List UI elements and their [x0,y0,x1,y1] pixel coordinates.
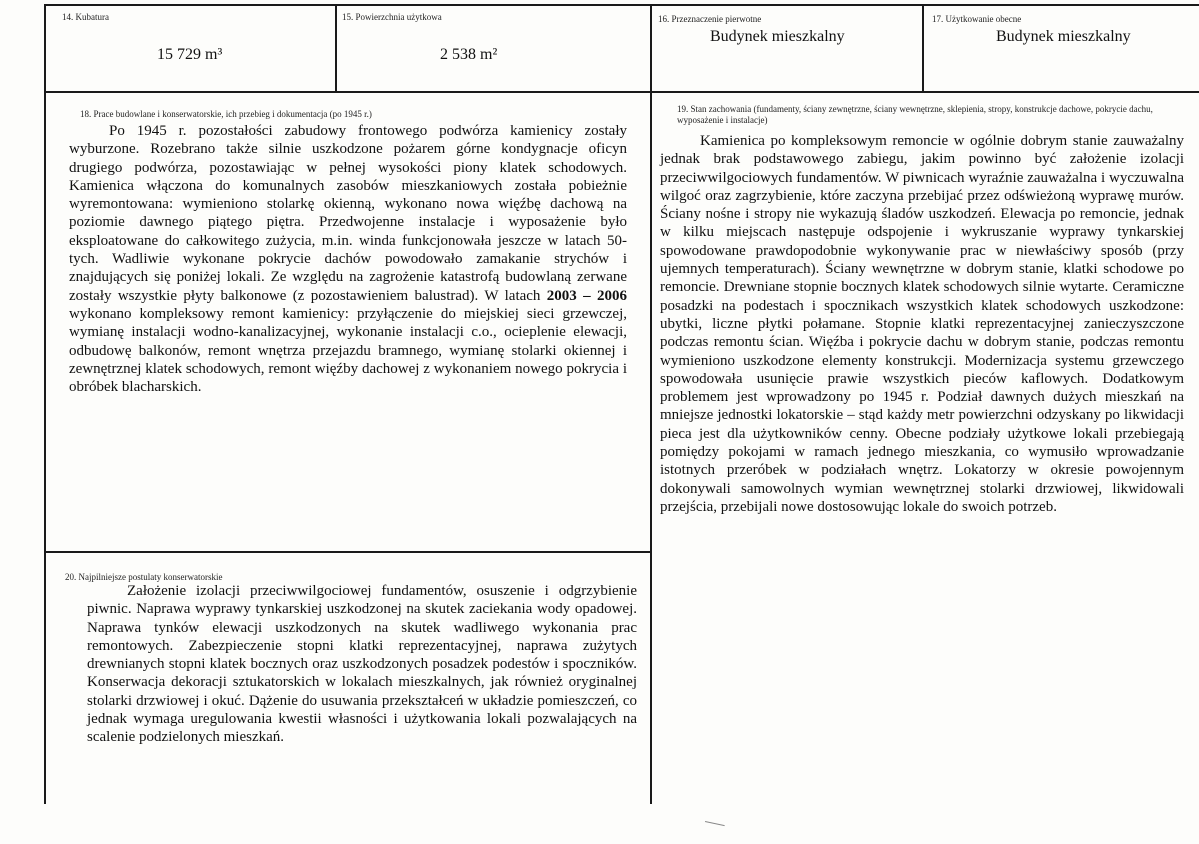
divider-15-16 [650,4,652,804]
field-17-value: Budynek mieszkalny [996,28,1131,45]
section-19-label: 19. Stan zachowania (fundamenty, ściany zewnętrzne, ściany wewnętrzne, sklepienia, stropy, konstrukcje dachowe, pokrycie dachu, wyposażenie i instalacje) [677,104,1153,125]
section-18-years: 2003 – 2006 [546,287,628,304]
top-border [44,4,1199,6]
section-20-label: 20. Najpilniejsze postulaty konserwatorskie [65,572,223,582]
section-20-text-body: Założenie izolacji przeciwwilgociowej fundamentów, osuszenie i odgrzybienie piwnic. Naprawa wyprawy tynkarskiej uszkodzonej na skutek zaciekania wody opadowej. Naprawa tynków elewacji uszkodzonych na skutek wadliwego wykonania prac remontowych. Zabezpieczenie stopni klatki reprezentacyjnej, naprawa zużytych drewnianych stopni klatek bocznych oraz uszkodzonych posadzek podestów i spoczników. Konserwacja dekoracji sztukatorskich w lokalach mieszkalnych, jak również oryginalnej stolarki drzwiowej i okuć. Dążenie do usuwania przekształceń w układzie pomieszczeń, co jednak wymaga uregulowania kwestii własności i użytkowania lokali pozwalających na scalenie podzielonych mieszkań. [87,583,637,746]
divider-14-15 [335,4,337,91]
field-15-label: 15. Powierzchnia użytkowa [342,12,442,22]
field-17-label: 17. Użytkowanie obecne [932,14,1022,24]
field-15-value: 2 538 m² [440,46,498,63]
section-18-text [69,122,627,396]
field-16-value: Budynek mieszkalny [710,28,845,45]
scan-mark [703,821,724,834]
divider-16-17 [922,4,924,91]
section-18-label: 18. Prace budowlane i konserwatorskie, ich przebieg i dokumentacja (po 1945 r.) [80,109,372,119]
field-14-label: 14. Kubatura [62,12,109,22]
row1-bottom-border [44,91,1199,93]
section-19-text-body: Kamienica po kompleksowym remoncie w ogólnie dobrym stanie zauważalny jednak brak podstawowego zabiegu, jakim powinno być założenie izolacji przeciwwilgociowych fundamentów. W piwnicach wyraźnie zauważalna i wyczuwalna wilgoć oraz zagrzybienie, które zaczyna przebijać przez odświeżoną wyprawę murów. Ściany nośne i stropy nie wykazują śladów uszkodzeń. Elewacja po remoncie, jednak w kilku miejscach następuje odspojenie i wykruszanie wyprawy tynkarskiej spowodowane prawdopodobnie wykonywanie prac w niewłaściwy sposób (przy ujemnych temperaturach). Ściany wewnętrzne w dobrym stanie, klatki schodowe po remoncie. Drewniane stopnie bocznych klatek schodowych silnie wytarte. Ceramiczne posadzki na podestach i spocznikach wszystkich klatek schodowych uszkodzone: ubytki, liczne płytki połamane. Stopnie klatki reprezentacyjnej zanieczyszczone podczas remontu ścian. Więźba i pokrycie dachu w dobrym stanie, podczas remontu wymieniono uszkodzone elementy konstrukcji. Modernizacja systemu grzewczego spowodowała usunięcie prawie wszystkich pieców kaflowych. Dodatkowym problemem jest wprowadzony po 1945 r. Podział dawnych dużych mieszkań na mniejsze jednostki lokatorskie – stąd każdy metr powierzchni odzyskany po likwidacji pieca jest dla użytkowników cenny. Obecne podziały użytkowe lokali przebiegają pomiędzy pokojami w ramach jednego mieszkania, co wymusiło wprowadzanie istotnych przeróbek w podziałach wnętrz. Lokatorzy w okresie powojennym dokonywali samowolnych wymian wewnętrznej stolarki drzwiowej, likwidowali przejścia, przebijali nowe dostosowując lokale do swoich potrzeb. [660,133,1184,515]
section-19-text [660,132,1184,516]
section-18-text-b: wykonano kompleksowy remont kamienicy: przyłączenie do miejskiej sieci grzewczej, wymianę instalacji wodno-kanalizacyjnej, wykonanie instalacji c.o., ocieplenie elewacji, odbudowę balkonów, remont wnętrza przejazdu bramnego, wymianę stolarki okiennej i zewnętrznej klatek schodowych, remont więźby dachowej z wykonaniem nowego pokrycia i obróbek blacharskich. [69,305,627,396]
section-18-text-a: Po 1945 r. pozostałości zabudowy frontowego podwórza kamienicy zostały wyburzone. Rozebrano także silnie uszkodzone pożarem górne kondygnacje oficyn drugiego podwórza, pozostawiając w pełnej wysokości piony klatek schodowych. Kamienica włączona do komunalnych zasobów mieszkaniowych została pobieżnie wyremontowana: wymieniono stolarkę okienną, wykonano nowa więźbę dachową na poziomie dawnego piątego piętra. Przedwojenne instalacje i wyposażenie było eksploatowane do całkowitego zużycia, m.in. winda funkcjonowała jeszcze w latach 50-tych. Wadliwie wykonane pokrycie dachów powodowało zamakanie strychów i znajdujących się poniżej lokali. Ze względu na zagrożenie katastrofą budowlaną zerwane zostały wszystkie płyty balkonowe (z pozostawieniem balustrad). W latach [69,123,627,304]
divider-18-20 [44,551,652,553]
section-20-text [87,582,637,747]
field-14-value: 15 729 m³ [157,46,223,63]
left-border [44,4,46,804]
field-16-label: 16. Przeznaczenie pierwotne [658,14,762,24]
